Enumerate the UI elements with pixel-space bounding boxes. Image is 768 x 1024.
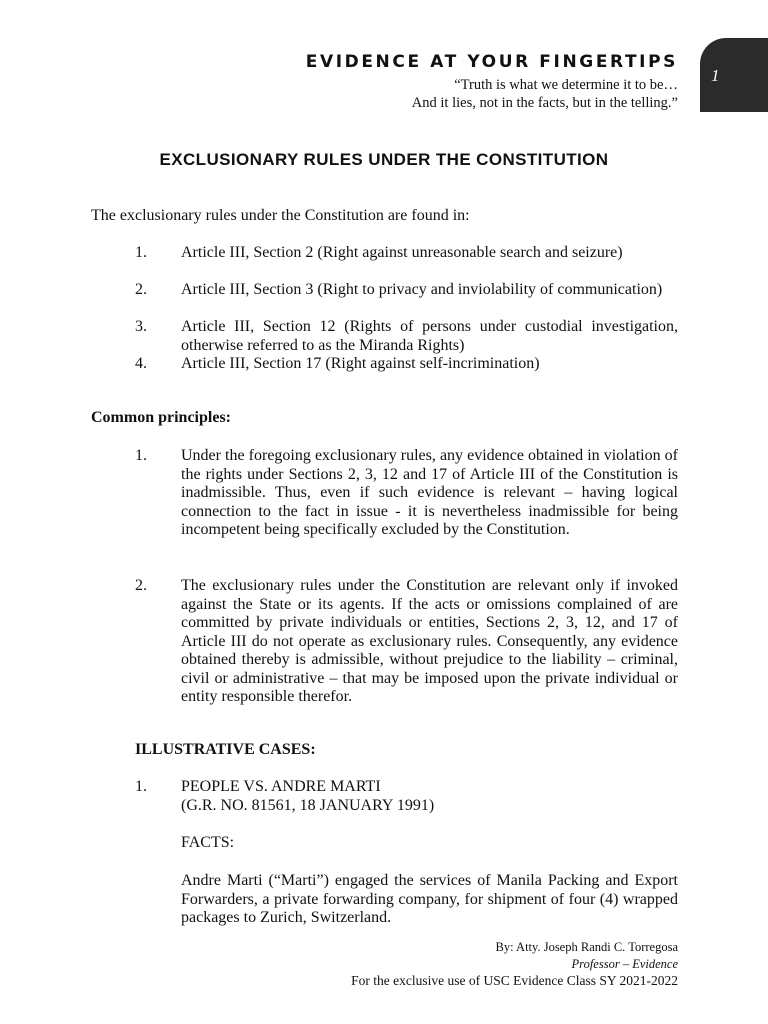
header-quote-line-1: “Truth is what we determine it to be… bbox=[454, 77, 678, 93]
page-number: 1 bbox=[711, 66, 720, 85]
footer-author: By: Atty. Joseph Randi C. Torregosa bbox=[495, 940, 678, 954]
facts-label: FACTS: bbox=[181, 834, 235, 851]
rule-text: Article III, Section 17 (Right against self-incrimination) bbox=[181, 355, 540, 372]
footer-usage: For the exclusive use of USC Evidence Class SY 2021-2022 bbox=[351, 973, 678, 988]
principle-number: 1. bbox=[135, 447, 147, 464]
principle-number: 2. bbox=[135, 577, 147, 594]
case-citation: (G.R. NO. 81561, 18 JANUARY 1991) bbox=[181, 797, 435, 814]
case-number: 1. bbox=[135, 778, 147, 795]
facts-text: Andre Marti (“Marti”) engaged the services of Manila Packing and Export Forwarders, a private forwarding company, for shipment of four (4) wrapped packages to Zurich, Switzerland. bbox=[181, 872, 678, 926]
rule-number: 1. bbox=[135, 244, 147, 261]
intro-paragraph: The exclusionary rules under the Constitution are found in: bbox=[91, 207, 470, 224]
header-quote-line-2: And it lies, not in the facts, but in the telling.” bbox=[411, 95, 678, 111]
rule-number: 2. bbox=[135, 281, 147, 298]
case-title: PEOPLE VS. ANDRE MARTI bbox=[181, 778, 381, 795]
rule-text: Article III, Section 3 (Right to privacy and inviolability of communication) bbox=[181, 281, 663, 298]
rule-number: 3. bbox=[135, 318, 147, 335]
cases-heading: ILLUSTRATIVE CASES: bbox=[135, 741, 316, 758]
document-title: EXCLUSIONARY RULES UNDER THE CONSTITUTION bbox=[159, 150, 609, 169]
principle-text: Under the foregoing exclusionary rules, any evidence obtained in violation of the rights under Sections 2, 3, 12 and 17 of Article III of the Constitution is inadmissible. Thus, even if such evidence is relevant – having logical connection to the fact in issue - it is nevertheless inadmissible for being incompetent being specifically excluded by the Constitution. bbox=[181, 447, 678, 538]
rule-text: Article III, Section 12 (Rights of persons under custodial investigation, otherwise referred to as the Miranda Rights) bbox=[181, 318, 678, 354]
footer-role: Professor – Evidence bbox=[571, 957, 678, 971]
header-title: EVIDENCE AT YOUR FINGERTIPS bbox=[305, 52, 678, 72]
rule-text: Article III, Section 2 (Right against unreasonable search and seizure) bbox=[181, 244, 623, 261]
principles-heading: Common principles: bbox=[91, 409, 231, 426]
principle-text: The exclusionary rules under the Constitution are relevant only if invoked against the State or its agents. If the acts or omissions complained of are committed by private individuals or entities, Sections 2, 3, 12, and 17 of Article III do not operate as exclusionary rules. Consequently, any evidence obtained thereby is admissible, without prejudice to the liability – criminal, civil or administrative – that may be imposed upon the private individual or entity responsible therefor. bbox=[181, 577, 678, 705]
rule-number: 4. bbox=[135, 355, 147, 372]
